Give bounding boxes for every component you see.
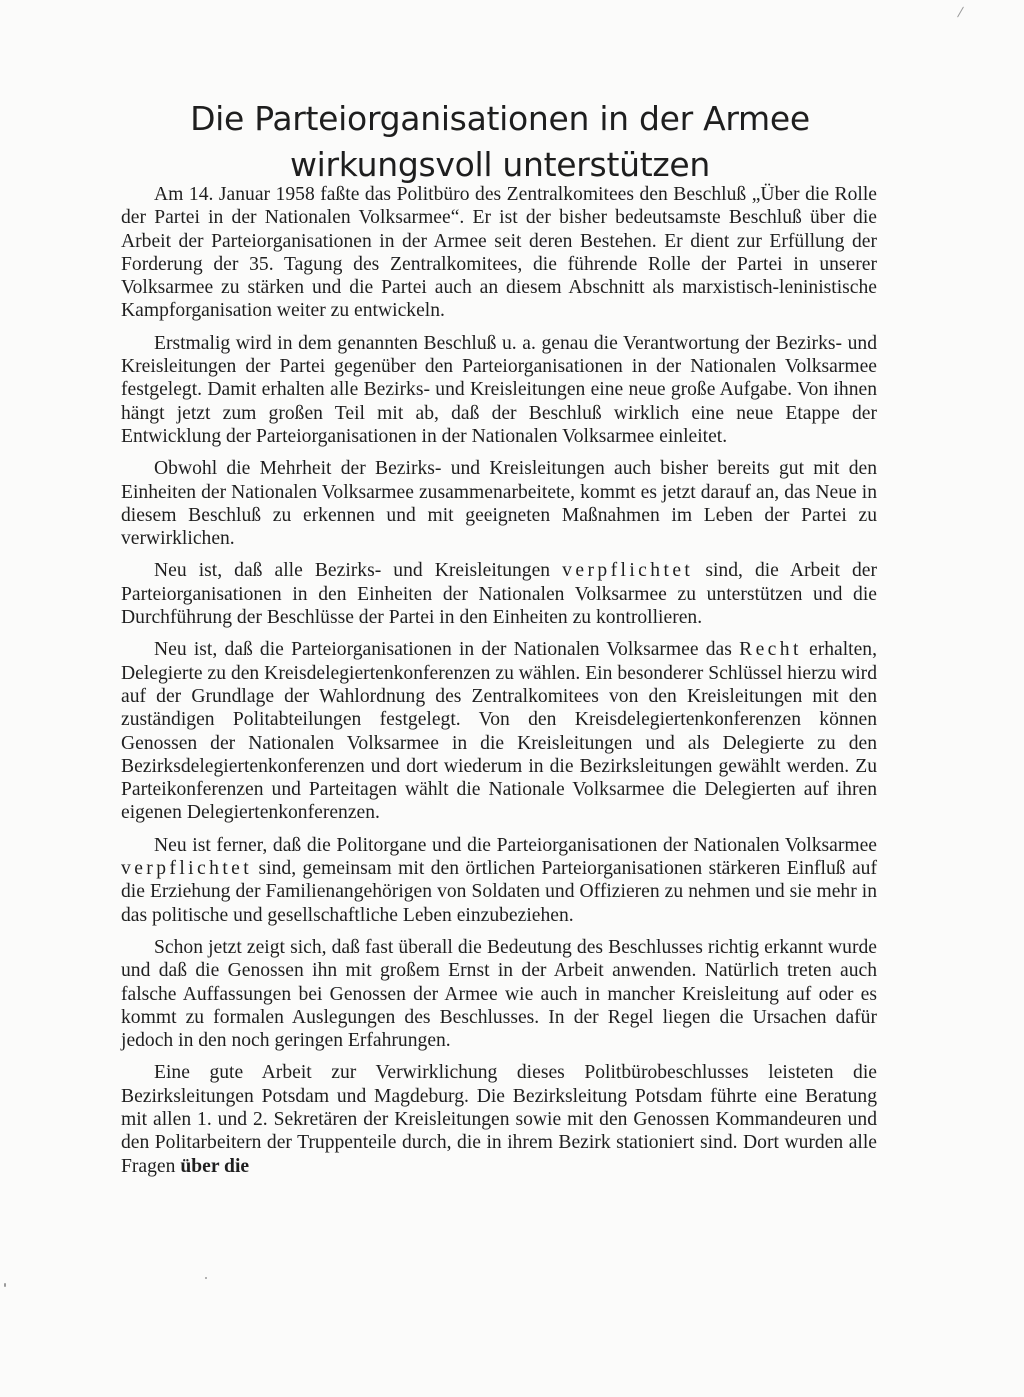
paragraph-3: Obwohl die Mehrheit der Bezirks- und Kreisleitungen auch bisher bereits gut mit den Einheiten der Nationalen Volksarmee zusammenarbeitete, kommt es jetzt darauf an, das Neue in diesem Beschluß zu erkennen und mit geeigneten Maßnahmen im Leben der Partei zu verwirklichen. xyxy=(121,458,877,550)
paragraph-8 xyxy=(121,1061,877,1177)
paragraph-4-text-a: Neu ist, daß alle Bezirks- und Kreisleitungen xyxy=(154,560,551,582)
paragraph-4-emphasis: verpflichtet xyxy=(562,560,694,582)
paragraph-5-emphasis: Recht xyxy=(739,639,802,661)
paragraph-1: Am 14. Januar 1958 faßte das Politbüro des Zentralkomitees den Beschluß „Über die Rolle der Partei in der Nationalen Volksarmee“. Er ist der bisher bedeutsamste Beschluß über die Arbeit der Parteiorganisationen in der Armee seit deren Bestehen. Er dient zur Erfüllung der Forderung der 35. Tagung des Zentralkomitees, die führende Rolle der Partei in unserer Volksarmee zu stärken und die Partei auch an diesem Abschnitt als marxistisch-leninistische Kampforganisation weiter zu entwickeln. xyxy=(121,184,877,322)
paragraph-6-emphasis: verpflichtet xyxy=(121,858,253,880)
paragraph-4-text-b: sind, die Arbeit der Parteiorganisationen in den Einheiten der Nationalen Volksarmee zu unterstützen und die Durchführung der Beschlüsse der Partei in den Einheiten zu kontrollieren. xyxy=(121,560,877,629)
paragraph-4 xyxy=(121,559,877,629)
paragraph-8-bold-end: über die xyxy=(180,1155,250,1177)
paragraph-2: Erstmalig wird in dem genannten Beschluß u. a. genau die Verantwortung der Bezirks- und Kreisleitungen der Partei gegenüber den Parteiorganisationen in der Nationalen Volksarmee festgelegt. Damit erhalten alle Bezirks- und Kreisleitungen eine neue große Aufgabe. Von ihnen hängt jetzt zum großen Teil mit ab, daß der Beschluß wirklich eine neue Etappe der Entwicklung der Parteiorganisationen in der Nationalen Volksarmee einleitet. xyxy=(121,332,877,447)
paragraph-8-text: Eine gute Arbeit zur Verwirklichung dieses Politbürobeschlusses leisteten die Bezirksleitungen Potsdam und Magdeburg. Die Bezirksleitung Potsdam führte eine Beratung mit allen 1. und 2. Sekretären der Kreisleitungen sowie mit den Genossen Kommandeuren und den Politarbeitern der Truppenteile durch, die in ihrem Bezirk stationiert sind. Dort wurden alle Fragen xyxy=(121,1062,877,1177)
paragraph-6-text-a: Neu ist ferner, daß die Politorgane und die Parteiorganisationen der Nationalen Volksarmee xyxy=(154,834,877,856)
scan-mark xyxy=(957,7,964,18)
paragraph-7: Schon jetzt zeigt sich, daß fast überall die Bedeutung des Beschlusses richtig erkannt wurde und daß die Genossen ihn mit großem Ernst in der Arbeit anwenden. Natürlich treten auch falsche Auffassungen bei Genossen der Armee wie auch in mancher Kreisleitung auf oder es kommt zu formalen Auslegungen des Beschlusses. In der Regel liegen die Ursachen dafür jedoch in den noch geringen Erfahrungen. xyxy=(121,936,877,1052)
paragraph-6 xyxy=(121,834,877,927)
paragraph-5 xyxy=(121,638,877,824)
article-title: Die Parteiorganisationen in der Armee wirkungsvoll unterstützen xyxy=(190,99,810,184)
paragraph-6-text-b: sind, gemeinsam mit den örtlichen Parteiorganisationen stärkeren Einfluß auf die Erziehung der Familienangehörigen von Soldaten und Offizieren zu nehmen und sie mehr in das politische und gesellschaftliche Leben einzubeziehen. xyxy=(121,858,877,926)
article-body xyxy=(121,183,877,1187)
scan-speck xyxy=(205,1277,207,1279)
paragraph-5-text-b: erhalten, Delegierte zu den Kreisdelegiertenkonferenzen zu wählen. Ein besonderer Schlüssel hierzu wird auf der Grundlage der Wahlordnung des Zentralkomitees von den Kreisleitungen mit den zuständigen Politabteilungen festgelegt. Von den Kreisdelegiertenkonferenzen können Genossen der Nationalen Volksarmee in die Kreisleitungen und als Delegierte zu den Bezirksdelegiertenkonferenzen und dort wiederum in die Bezirksleitungen gewählt werden. Zu Parteikonferenzen und Parteitagen wählt die Nationale Volksarmee die Delegierten auf ihren eigenen Delegiertenkonferenzen. xyxy=(121,639,877,824)
paragraph-5-text-a: Neu ist, daß die Parteiorganisationen in der Nationalen Volksarmee das xyxy=(154,639,732,661)
scan-speck xyxy=(4,1283,6,1287)
